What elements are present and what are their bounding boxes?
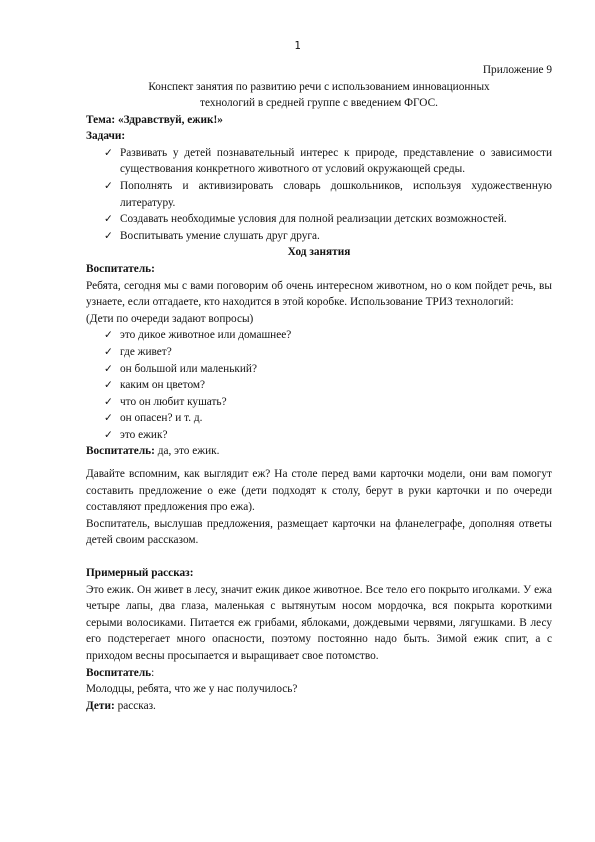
question-item	[86, 410, 552, 427]
question-text: каким он цветом?	[120, 379, 206, 392]
checkmark-icon: ✓	[104, 146, 113, 159]
page-number: 1	[294, 40, 301, 52]
question-item	[86, 327, 552, 344]
questions-note: (Дети по очереди задают вопросы)	[86, 312, 254, 325]
intro-paragraph: Ребята, сегодня мы с вами поговорим об очень интересном животном, но о ком пойдет речь, вы узнаете, если отгадаете, кто находится в этой коробке. Использование ТРИЗ технологий:	[86, 279, 552, 309]
checkmark-icon: ✓	[104, 345, 113, 358]
question-item	[86, 427, 552, 444]
title-line-1: Конспект занятия по развитию речи с использованием инновационных	[148, 80, 490, 93]
question-text: где живет?	[120, 345, 172, 358]
task-item	[86, 228, 552, 245]
flannelgraph-paragraph: Воспитатель, выслушав предложения, размещает карточки на фланелеграфе, дополняя ответы детей своим рассказом.	[86, 517, 552, 547]
teacher-label-colon: :	[151, 666, 155, 679]
document-body	[86, 62, 552, 714]
checkmark-icon: ✓	[104, 379, 113, 392]
question-text: что он любит кушать?	[120, 395, 227, 408]
task-text: Пополнять и активизировать словарь дошкольников, используя художественную литературу.	[120, 179, 552, 209]
question-item	[86, 361, 552, 378]
task-item	[86, 211, 552, 228]
question-text: он большой или маленький?	[120, 362, 257, 375]
teacher-label: Воспитатель:	[86, 445, 155, 458]
task-item	[86, 178, 552, 211]
checkmark-icon: ✓	[104, 395, 113, 408]
tasks-heading: Задачи:	[86, 130, 126, 143]
question-item	[86, 377, 552, 394]
teacher-label-line	[86, 665, 552, 682]
children-answer-line	[86, 698, 552, 715]
appendix-label: Приложение 9	[482, 64, 552, 76]
checkmark-icon: ✓	[104, 179, 113, 192]
checkmark-icon: ✓	[104, 329, 113, 342]
task-item	[86, 145, 552, 178]
cards-paragraph: Давайте вспомним, как выглядит еж? На столе перед вами карточки модели, они вам помогут составить предложение о еже (дети подходят к столу, берут в руки карточки и по очереди составляют предложения про ежа).	[86, 468, 552, 514]
tasks-list	[86, 145, 552, 245]
question-item	[86, 394, 552, 411]
story-heading: Примерный рассказ:	[86, 567, 194, 580]
teacher-label: Воспитатель	[86, 666, 152, 679]
teacher-answer: да, это ежик.	[154, 445, 220, 458]
question-text: это ежик?	[120, 428, 168, 441]
children-answer: рассказ.	[114, 699, 156, 712]
title-line-2: технологий в средней группе с введением ФГОС.	[200, 97, 438, 110]
teacher-label: Воспитатель:	[86, 262, 155, 275]
question-text: это дикое животное или домашнее?	[120, 329, 292, 342]
task-text: Воспитывать умение слушать друг друга.	[120, 229, 320, 242]
document-title	[86, 79, 552, 112]
closing-question: Молодцы, ребята, что же у нас получилось?	[86, 683, 298, 696]
children-label: Дети:	[86, 699, 115, 712]
teacher-answer-line	[86, 443, 552, 460]
story-paragraph: Это ежик. Он живет в лесу, значит ежик дикое животное. Все тело его покрыто иголками. У ежа четыре лапы, два глаза, маленькая с вытянутым носом мордочка, вся покрыта короткими серыми волосиками. Питается еж грибами, яблоками, дождевыми червями, лягушками. В лесу его подстерегает много опасности, поэтому постоянно надо быть. Зимой ежик спит, а с приходом весны просыпается и выращивает свое потомство.	[86, 583, 552, 662]
checkmark-icon: ✓	[104, 412, 113, 425]
question-item	[86, 344, 552, 361]
course-heading: Ход занятия	[287, 246, 351, 259]
checkmark-icon: ✓	[104, 428, 113, 441]
checkmark-icon: ✓	[104, 362, 113, 375]
question-text: он опасен? и т. д.	[120, 412, 203, 425]
task-text: Создавать необходимые условия для полной реализации детских возможностей.	[120, 213, 507, 226]
questions-list	[86, 327, 552, 443]
checkmark-icon: ✓	[104, 213, 113, 226]
lesson-theme: Тема: «Здравствуй, ежик!»	[86, 113, 223, 126]
checkmark-icon: ✓	[104, 229, 113, 242]
task-text: Развивать у детей познавательный интерес к природе, представление о зависимости существования конкретного животного от условий окружающей среды.	[120, 146, 552, 176]
